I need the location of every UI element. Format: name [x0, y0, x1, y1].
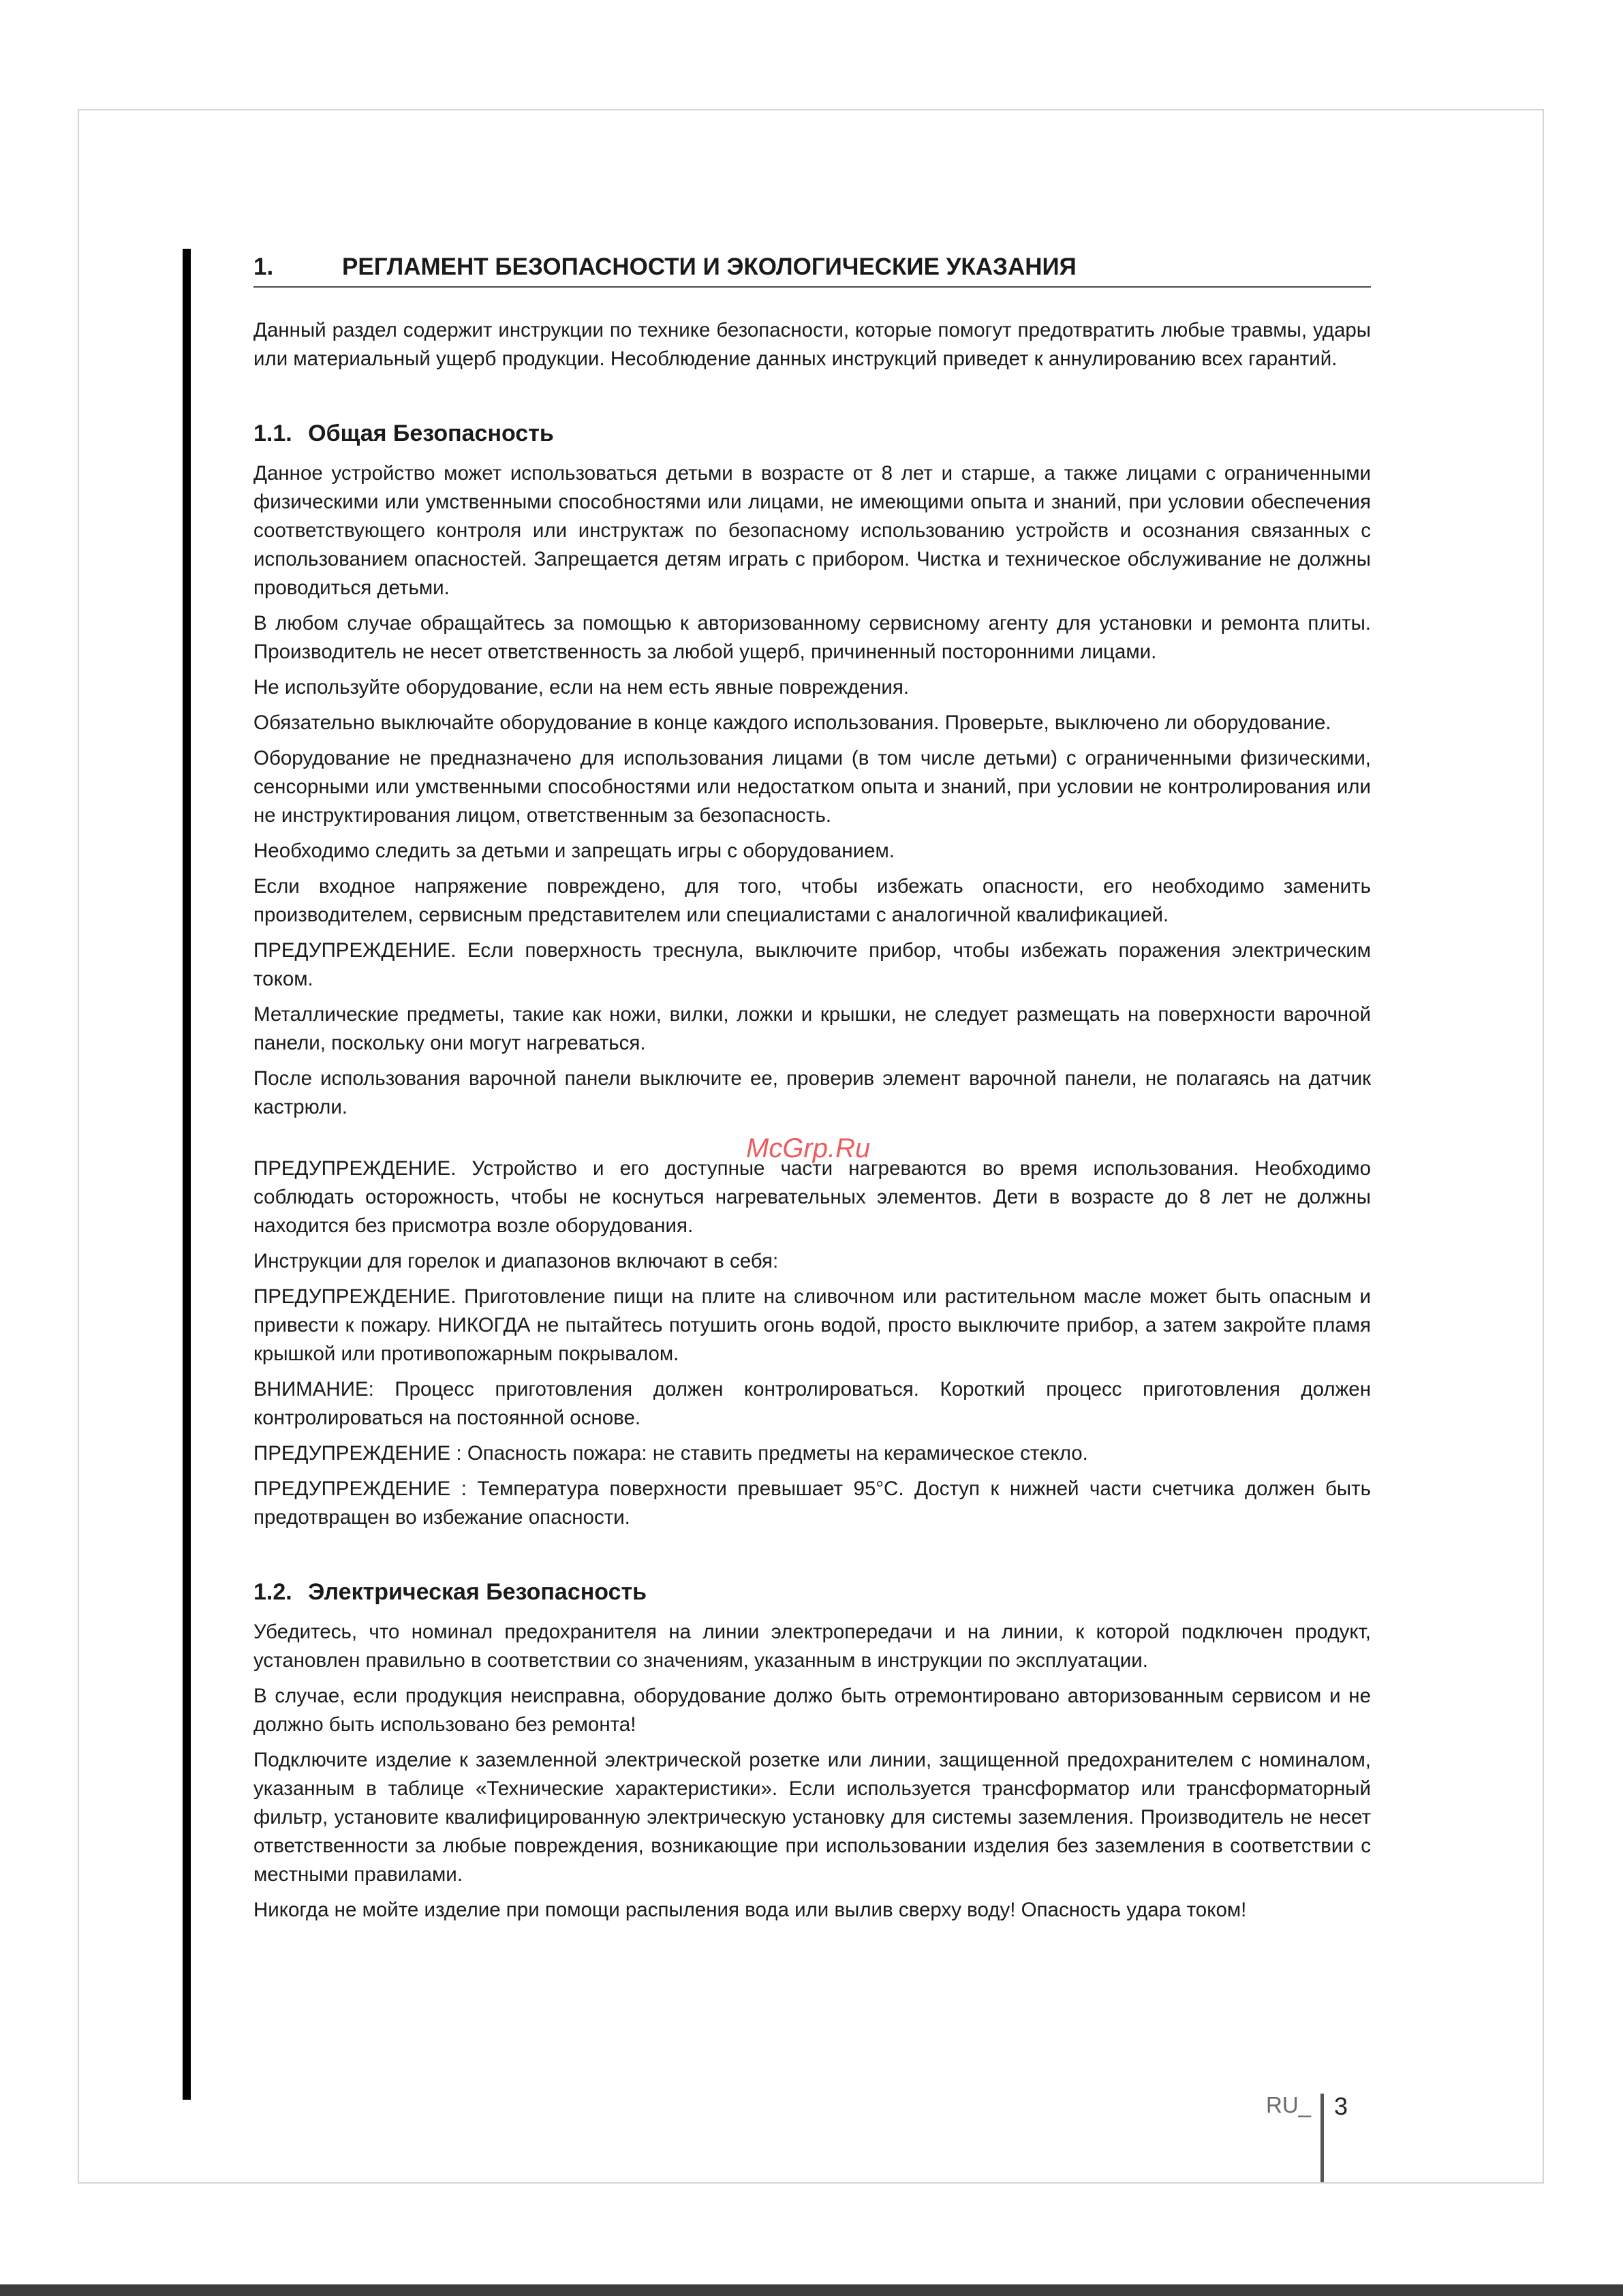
paragraph: Если входное напряжение повреждено, для того, чтобы избежать опасности, его необходимо заменить производителем, сервисным представителем или специалистами с аналогичной квалификацией.: [253, 875, 1371, 926]
paragraph: ПРЕДУПРЕЖДЕНИЕ : Опасность пожара: не ставить предметы на керамическое стекло.: [253, 1442, 1088, 1465]
section-1-number: 1.: [253, 254, 274, 280]
bottom-edge-strip: [0, 2284, 1623, 2296]
paragraph: Инструкции для горелок и диапазонов включают в себя:: [253, 1250, 779, 1272]
section-1-2-heading: [253, 1576, 1371, 1608]
paragraph: Данное устройство может использоваться детьми в возрасте от 8 лет и старше, а также лицами с ограниченными физическими или умственными способностями или лицами, не имеющими опыта и знаний, при условии обеспечения соответствующего контроля или инструктаж по безопасному использованию устройств и осознания связанных с использованием опасностей. Запрещается детям играть с прибором. Чистка и техническое обслуживание не должны проводиться детьми.: [253, 462, 1371, 599]
document-content: [253, 249, 1371, 1931]
section-1-1-title: Общая Безопасность: [308, 420, 554, 446]
footer-divider: [1320, 2094, 1324, 2182]
paragraph: Подключите изделие к заземленной электрической розетке или линии, защищенной предохранителем с номиналом, указанным в таблице «Технические характеристики». Если используется трансформатор или трансформаторный фильтр, установите квалифицированную электрическую установку для системы заземления. Производитель не несет ответственности за любые повреждения, возникающие при использовании изделия без заземления в соответствии с местными правилами.: [253, 1749, 1371, 1886]
section-1-heading: [253, 249, 1371, 288]
paragraph: Никогда не мойте изделие при помощи распыления вода или вылив сверху воду! Опасность удара током!: [253, 1899, 1247, 1921]
paragraph: ПРЕДУПРЕЖДЕНИЕ. Устройство и его доступные части нагреваются во время использования. Необходимо соблюдать осторожность, чтобы не коснуться нагревательных элементов. Дети в возрасте до 8 лет не должны находится без присмотра возле оборудования.: [253, 1157, 1371, 1237]
section-1-1-heading: [253, 417, 1371, 450]
paragraph: Оборудование не предназначено для использования лицами (в том числе детьми) с ограниченными физическими, сенсорными или умственными способностями или недостатком опыта и знаний, при условии не контролирования или не инструктирования лицом, ответственным за безопасность.: [253, 747, 1371, 827]
paragraph: В случае, если продукция неисправна, оборудование должо быть отремонтировано авторизованным сервисом и не должно быть использовано без ремонта!: [253, 1685, 1371, 1736]
paragraph: Не используйте оборудование, если на нем есть явные повреждения.: [253, 676, 910, 699]
section-1-1-number: 1.1.: [253, 420, 292, 446]
left-margin-bar: [183, 249, 191, 2100]
footer-language-code: RU_: [1266, 2092, 1312, 2117]
section-1-title: РЕГЛАМЕНТ БЕЗОПАСНОСТИ И ЭКОЛОГИЧЕСКИЕ УКАЗАНИЯ: [342, 254, 1077, 280]
paragraph: Металлические предметы, такие как ножи, вилки, ложки и крышки, не следует размещать на поверхности варочной панели, поскольку они могут нагреваться.: [253, 1003, 1371, 1054]
paragraph: Обязательно выключайте оборудование в конце каждого использования. Проверьте, выключено ли оборудование.: [253, 711, 1331, 734]
paragraph: ПРЕДУПРЕЖДЕНИЕ. Приготовление пищи на плите на сливочном или растительном масле может быть опасным и привести к пожару. НИКОГДА не пытайтесь потушить огонь водой, просто выключите прибор, а затем закройте пламя крышкой или противопожарным покрывалом.: [253, 1285, 1371, 1365]
section-1-intro: Данный раздел содержит инструкции по технике безопасности, которые помогут предотвратить любые травмы, удары или материальный ущерб продукции. Несоблюдение данных инструкций приведет к аннулированию всех гарантий.: [253, 319, 1371, 370]
section-1-2-title: Электрическая Безопасность: [308, 1579, 647, 1605]
watermark: McGrp.Ru: [746, 1133, 871, 1163]
paragraph: После использования варочной панели выключите ее, проверив элемент варочной панели, не полагаясь на датчик кастрюли.: [253, 1067, 1371, 1118]
page-number: 3: [1334, 2092, 1348, 2120]
paragraph: ПРЕДУПРЕЖДЕНИЕ. Если поверхность треснула, выключите прибор, чтобы избежать поражения электрическим током.: [253, 939, 1371, 990]
paragraph: В любом случае обращайтесь за помощью к авторизованному сервисному агенту для установки и ремонта плиты. Производитель не несет ответственность за любой ущерб, причиненный посторонними лицами.: [253, 612, 1371, 663]
paragraph: ВНИМАНИЕ: Процесс приготовления должен контролироваться. Короткий процесс приготовления должен контролироваться на постоянной основе.: [253, 1378, 1371, 1429]
paragraph: Необходимо следить за детьми и запрещать игры с оборудованием.: [253, 840, 895, 862]
paragraph: Убедитесь, что номинал предохранителя на линии электропередачи и на линии, к которой подключен продукт, установлен правильно в соответствии со значениям, указанным в инструкции по эксплуатации.: [253, 1621, 1371, 1672]
section-1-2-number: 1.2.: [253, 1579, 292, 1605]
paragraph: ПРЕДУПРЕЖДЕНИЕ : Температура поверхности превышает 95°C. Доступ к нижней части счетчика должен быть предотвращен во избежание опасности.: [253, 1478, 1371, 1529]
